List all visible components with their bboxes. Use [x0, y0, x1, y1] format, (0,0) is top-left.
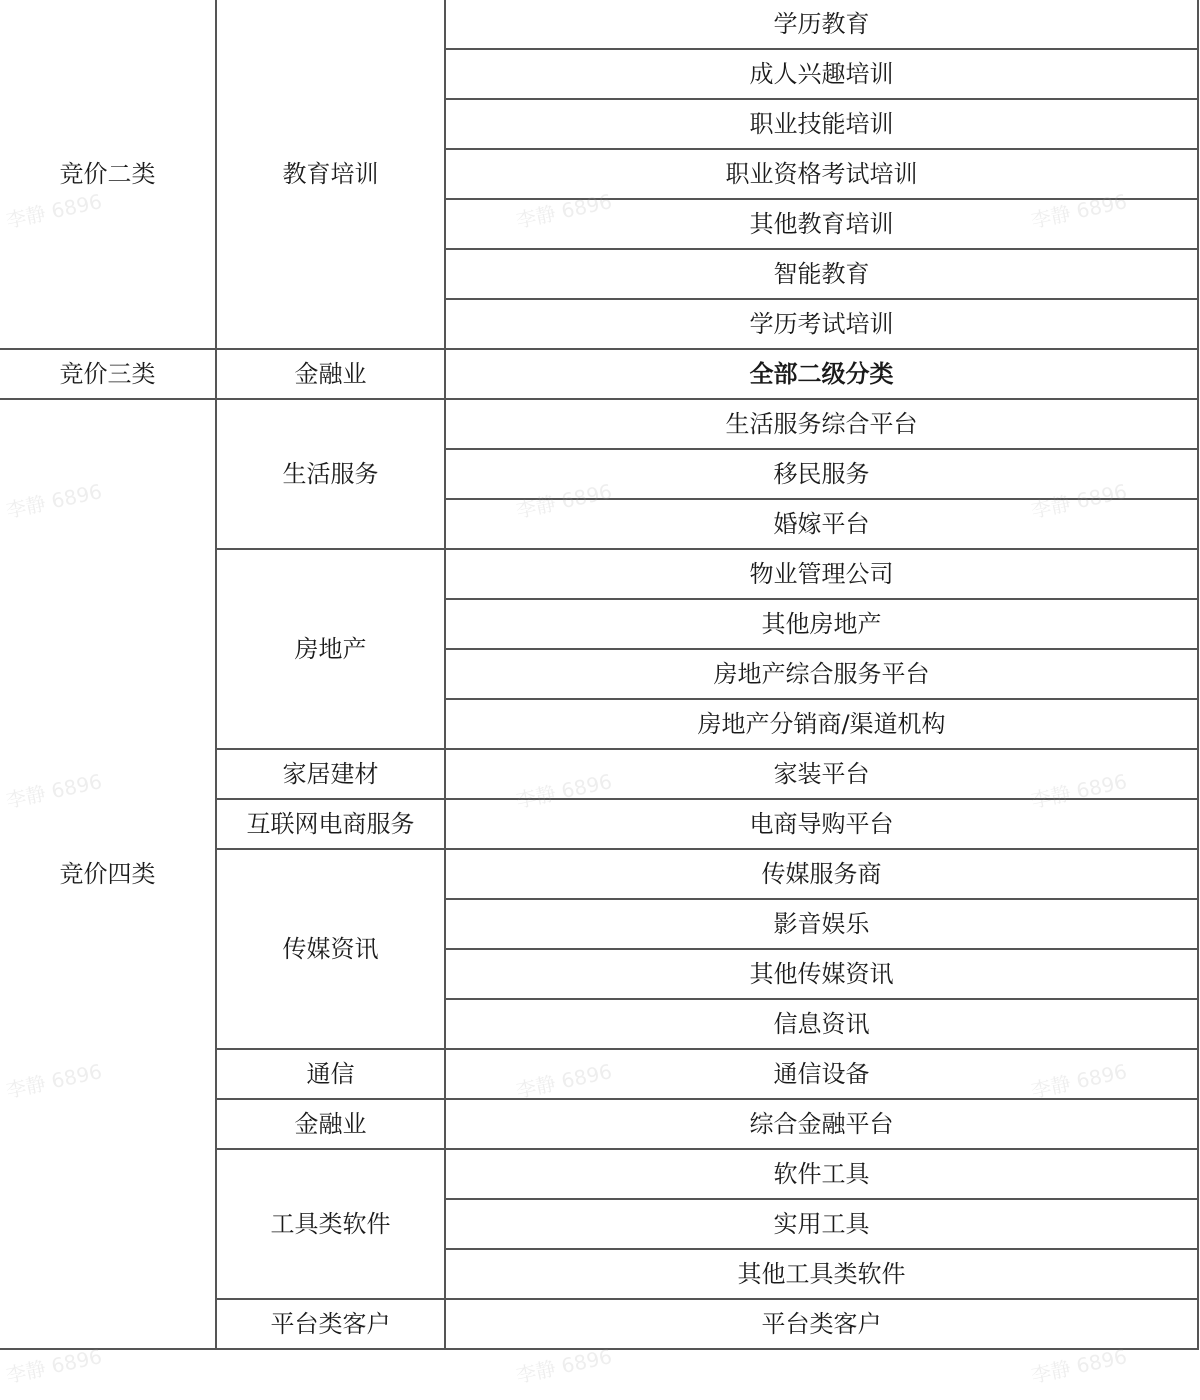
watermark-text: 李静 6896 — [3, 479, 105, 523]
watermark-text: 李静 6896 — [3, 1059, 105, 1103]
level2-cell: 房地产 — [216, 549, 445, 749]
watermark-text: 李静 6896 — [513, 1059, 615, 1103]
level3-cell: 学历考试培训 — [445, 299, 1198, 349]
watermark-text: 李静 6896 — [1028, 769, 1130, 813]
level3-cell: 职业技能培训 — [445, 99, 1198, 149]
level3-cell: 成人兴趣培训 — [445, 49, 1198, 99]
level3-cell: 家装平台 — [445, 749, 1198, 799]
level3-cell: 生活服务综合平台 — [445, 399, 1198, 449]
watermark-text: 李静 6896 — [3, 189, 105, 233]
watermark-text: 李静 6896 — [513, 189, 615, 233]
watermark-text: 李静 6896 — [513, 769, 615, 813]
level3-cell: 智能教育 — [445, 249, 1198, 299]
level2-cell: 教育培训 — [216, 0, 445, 349]
level1-cell: 竞价三类 — [0, 349, 216, 399]
level2-cell: 家居建材 — [216, 749, 445, 799]
level3-cell: 移民服务 — [445, 449, 1198, 499]
level3-cell: 通信设备 — [445, 1049, 1198, 1099]
level3-cell: 传媒服务商 — [445, 849, 1198, 899]
watermark-text: 李静 6896 — [513, 479, 615, 523]
level3-cell: 影音娱乐 — [445, 899, 1198, 949]
watermark-text: 李静 6896 — [513, 1344, 615, 1388]
level2-cell: 互联网电商服务 — [216, 799, 445, 849]
level2-cell: 传媒资讯 — [216, 849, 445, 1049]
level3-cell: 其他传媒资讯 — [445, 949, 1198, 999]
level3-cell: 婚嫁平台 — [445, 499, 1198, 549]
watermark-text: 李静 6896 — [1028, 479, 1130, 523]
level3-cell: 其他工具类软件 — [445, 1249, 1198, 1299]
level1-cell: 竞价四类 — [0, 399, 216, 1349]
level2-cell: 金融业 — [216, 349, 445, 399]
level2-cell: 工具类软件 — [216, 1149, 445, 1299]
level2-cell: 平台类客户 — [216, 1299, 445, 1349]
table-row — [0, 0, 1198, 49]
watermark-text: 李静 6896 — [1028, 189, 1130, 233]
watermark-text: 李静 6896 — [1028, 1059, 1130, 1103]
watermark-text: 李静 6896 — [3, 1344, 105, 1388]
level3-cell: 软件工具 — [445, 1149, 1198, 1199]
level3-cell: 其他教育培训 — [445, 199, 1198, 249]
level3-cell: 实用工具 — [445, 1199, 1198, 1249]
level3-cell: 全部二级分类 — [445, 349, 1198, 399]
level3-cell: 电商导购平台 — [445, 799, 1198, 849]
level3-cell: 平台类客户 — [445, 1299, 1198, 1349]
level3-cell: 房地产综合服务平台 — [445, 649, 1198, 699]
level3-cell: 综合金融平台 — [445, 1099, 1198, 1149]
level2-cell: 金融业 — [216, 1099, 445, 1149]
level1-cell: 竞价二类 — [0, 0, 216, 349]
watermark-text: 李静 6896 — [3, 769, 105, 813]
table-row — [0, 399, 1198, 449]
level3-cell: 职业资格考试培训 — [445, 149, 1198, 199]
level3-cell: 学历教育 — [445, 0, 1198, 49]
table-row — [0, 349, 1198, 399]
watermark-text: 李静 6896 — [1028, 1344, 1130, 1388]
level2-cell: 通信 — [216, 1049, 445, 1099]
level2-cell: 生活服务 — [216, 399, 445, 549]
level3-cell: 物业管理公司 — [445, 549, 1198, 599]
level3-cell: 房地产分销商/渠道机构 — [445, 699, 1198, 749]
level3-cell: 信息资讯 — [445, 999, 1198, 1049]
level3-cell: 其他房地产 — [445, 599, 1198, 649]
